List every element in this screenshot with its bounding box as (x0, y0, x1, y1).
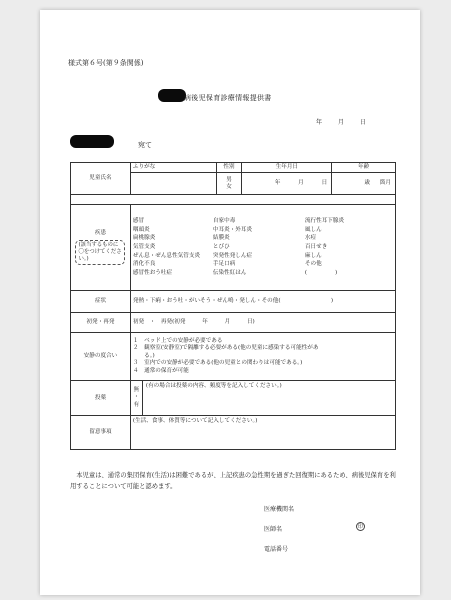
disease-option[interactable]: 気管支炎 (132, 244, 156, 250)
dob-field[interactable]: 年 月 日 (242, 173, 332, 195)
medication-none[interactable]: 無 (133, 387, 140, 394)
issue-date (316, 117, 366, 126)
rest-level-options[interactable] (130, 333, 395, 381)
disease-option[interactable]: 自家中毒 (212, 218, 236, 225)
addressee-suffix: 宛て (138, 141, 152, 149)
disease-option[interactable]: 扁桃腺炎 (132, 235, 156, 242)
medication-yes[interactable]: 有 (133, 401, 140, 408)
disease-option[interactable]: その他 (304, 261, 322, 268)
disease-option[interactable]: 結膜炎 (212, 235, 230, 242)
child-name-label: 児童氏名 (71, 163, 131, 195)
medication-detail[interactable]: (有の場合は投薬の内容、頻度等を記入してください。) (145, 383, 282, 389)
disease-option[interactable]: 消化不良 (132, 261, 156, 268)
disease-note: (該当するものに〇をつけてください。) (75, 240, 125, 266)
onset-options[interactable]: 初発 ・ 再発(初発 年 月 日) (130, 313, 395, 333)
day-label: 日 (359, 119, 366, 126)
disease-option[interactable]: 伝染性紅はん (212, 269, 247, 276)
disease-option[interactable]: ぜん息・ぜん息性気管支炎 (132, 252, 201, 259)
month-label: 月 (337, 119, 344, 126)
symptoms-label: 症状 (71, 291, 131, 313)
disease-option[interactable]: 中耳炎・外耳炎 (212, 226, 253, 233)
disease-option[interactable]: 咽頭炎 (132, 226, 150, 233)
remarks-label: 留意事項 (71, 416, 131, 450)
disease-other-field[interactable]: ( ) (304, 269, 338, 276)
age-field[interactable]: 歳 箇月 (332, 173, 396, 195)
document-page (40, 10, 420, 595)
onset-label: 初発・再発 (71, 313, 131, 333)
disease-option[interactable]: 風しん (304, 226, 322, 233)
sex-label: 性別 (216, 163, 242, 173)
phone-label: 電話番号 (264, 546, 289, 553)
rest-level-label: 安静の度合い (71, 333, 131, 381)
redacted-municipality (158, 89, 186, 102)
seal-mark: 印 (357, 524, 363, 530)
sex-female[interactable]: 女 (226, 183, 232, 190)
disease-option[interactable]: 突発性発しん症 (212, 252, 253, 259)
child-name-field[interactable] (130, 173, 216, 195)
disease-option[interactable]: 百日せき (304, 244, 328, 250)
certification-text: 本児童は、通常の集団保育(生活)は困難であるが、上記疾患の急性期を過ぎた回復期にあるため、病後児保育を利用することについて可能と認めます。 (70, 472, 396, 491)
remarks-field[interactable]: (生活、食事、体質等について記入してください。) (130, 416, 395, 450)
medication-label: 投薬 (71, 381, 131, 416)
rest-level-item[interactable]: １ ベッド上での安静が必要である (132, 337, 223, 344)
furigana-label: ふりがな (130, 163, 216, 173)
info-form-table (70, 162, 396, 450)
disease-option[interactable]: 手足口病 (212, 261, 236, 268)
document-title: 病後児保育診療情報提供書 (184, 94, 272, 102)
dob-label: 生年月日 (242, 163, 332, 173)
institution-label: 医療機関名 (264, 506, 295, 513)
sex-male[interactable]: 男 (226, 176, 232, 183)
rest-level-item[interactable]: ２ 観察室(安静室)で隔離する必要がある(他の児童に感染する可能性があ (132, 345, 319, 352)
form-number: 様式第６号(第９条関係) (68, 59, 144, 67)
doctor-label: 医師名 (264, 526, 283, 533)
rest-level-item[interactable]: ３ 室内での安静が必要である(他の児童との関わりは可能である。) (132, 360, 303, 367)
disease-option[interactable]: 流行性耳下腺炎 (304, 218, 345, 225)
disease-label-cell (71, 205, 131, 291)
year-label: 年 (316, 119, 323, 126)
medication-options[interactable]: 無 ・ 有 (131, 381, 143, 415)
redacted-addressee (70, 135, 114, 148)
symptoms-options[interactable]: 発熱・下痢・おう吐・がいそう・ぜん鳴・発しん・その他( ) (130, 291, 395, 313)
disease-option[interactable]: 感冒性おう吐症 (132, 269, 173, 276)
rest-level-item[interactable]: ４ 通常の保育が可能 (132, 367, 189, 374)
disease-option[interactable]: 感冒 (132, 218, 145, 225)
disease-options (130, 205, 395, 291)
disease-option[interactable]: 水痘 (304, 235, 317, 242)
age-label: 年齢 (332, 163, 396, 173)
disease-option[interactable]: 麻しん (304, 252, 322, 259)
medication-cell (130, 381, 395, 416)
disease-option[interactable]: とびひ (212, 244, 230, 250)
rest-level-item: る。) (132, 352, 155, 359)
sex-options[interactable] (216, 173, 242, 195)
disease-label: 疾患 (94, 229, 107, 236)
